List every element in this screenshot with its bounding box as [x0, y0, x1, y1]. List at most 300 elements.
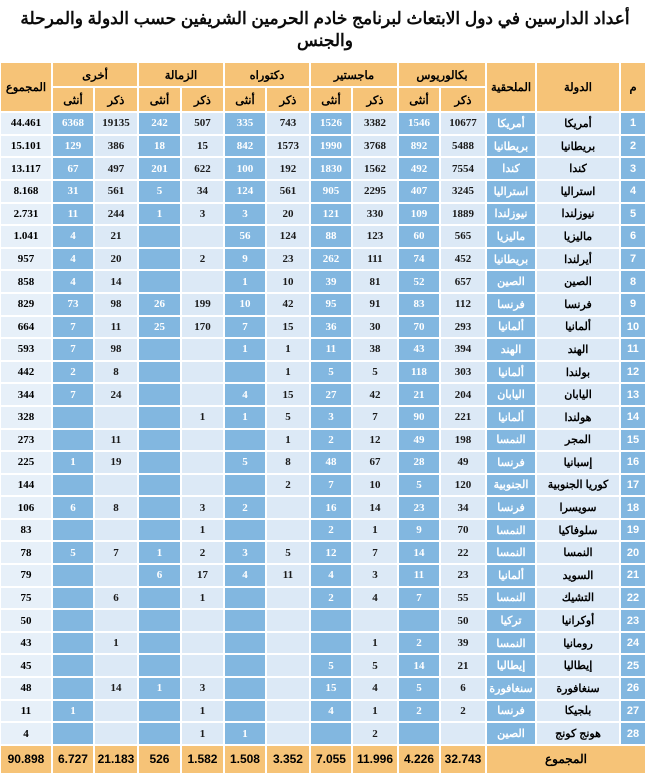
- cell-bachelor-male: 657: [440, 270, 486, 293]
- table-row: [0, 632, 646, 655]
- cell-master-male: 330: [352, 203, 398, 226]
- cell-other-male: 8: [94, 496, 138, 519]
- cell-master-female: 12: [310, 541, 352, 564]
- cell-doctorate-male: 124: [266, 225, 310, 248]
- cell-fellowship-male: [181, 429, 224, 452]
- cell-bachelor-male: 452: [440, 248, 486, 271]
- cell-master-male: 5: [352, 654, 398, 677]
- row-number: 1: [620, 112, 646, 135]
- country-cell: أمريكا: [536, 112, 620, 135]
- cell-fellowship-female: [138, 496, 181, 519]
- cell-other-female: [52, 587, 94, 610]
- country-cell: كوريا الجنوبية: [536, 474, 620, 497]
- col-header-fellowship-female: أنثى: [138, 87, 181, 112]
- cell-other-male: [94, 700, 138, 723]
- cell-doctorate-male: 15: [266, 383, 310, 406]
- row-number: 14: [620, 406, 646, 429]
- col-header-other: أخرى: [52, 62, 138, 87]
- cell-doctorate-male: 5: [266, 406, 310, 429]
- cell-bachelor-male: 2: [440, 700, 486, 723]
- country-cell: سويسرا: [536, 496, 620, 519]
- table-row: [0, 429, 646, 452]
- row-number: 20: [620, 541, 646, 564]
- cell-master-male: 2295: [352, 180, 398, 203]
- country-cell: هولندا: [536, 406, 620, 429]
- cell-doctorate-male: [266, 722, 310, 745]
- cell-master-male: 5: [352, 361, 398, 384]
- row-total-cell: 44.461: [0, 112, 52, 135]
- cell-fellowship-male: 3: [181, 496, 224, 519]
- cell-other-male: 20: [94, 248, 138, 271]
- cell-bachelor-male: 6: [440, 677, 486, 700]
- cell-doctorate-male: 23: [266, 248, 310, 271]
- cell-bachelor-male: 34: [440, 496, 486, 519]
- cell-fellowship-male: 2: [181, 541, 224, 564]
- cell-doctorate-female: 3: [224, 203, 266, 226]
- cell-master-female: 95: [310, 293, 352, 316]
- cell-bachelor-male: 10677: [440, 112, 486, 135]
- cell-fellowship-female: 18: [138, 135, 181, 158]
- cell-doctorate-male: 11: [266, 564, 310, 587]
- cell-bachelor-male: 1889: [440, 203, 486, 226]
- attache-cell: النمسا: [486, 541, 536, 564]
- country-cell: التشيك: [536, 587, 620, 610]
- cell-fellowship-female: 5: [138, 180, 181, 203]
- country-cell: إسبانيا: [536, 451, 620, 474]
- cell-master-female: 262: [310, 248, 352, 271]
- cell-other-male: 244: [94, 203, 138, 226]
- cell-bachelor-male: 221: [440, 406, 486, 429]
- cell-bachelor-male: 394: [440, 338, 486, 361]
- attache-cell: بريطانيا: [486, 135, 536, 158]
- cell-master-female: 3: [310, 406, 352, 429]
- cell-doctorate-female: 335: [224, 112, 266, 135]
- col-header-total: المجموع: [0, 62, 52, 112]
- cell-fellowship-female: [138, 587, 181, 610]
- cell-fellowship-female: [138, 361, 181, 384]
- total-doctorate-male: 3.352: [266, 745, 310, 774]
- cell-other-female: 67: [52, 157, 94, 180]
- row-number: 4: [620, 180, 646, 203]
- cell-other-female: 7: [52, 383, 94, 406]
- col-header-doctorate-male: ذكر: [266, 87, 310, 112]
- col-header-bachelor-female: أنثى: [398, 87, 440, 112]
- cell-doctorate-female: [224, 587, 266, 610]
- row-total-cell: 45: [0, 654, 52, 677]
- table-row: [0, 406, 646, 429]
- table-row: [0, 722, 646, 745]
- attache-cell: فرنسا: [486, 293, 536, 316]
- cell-master-female: 2: [310, 519, 352, 542]
- cell-fellowship-male: [181, 451, 224, 474]
- cell-master-female: 4: [310, 564, 352, 587]
- table-row: [0, 519, 646, 542]
- cell-doctorate-female: 4: [224, 383, 266, 406]
- row-number: 21: [620, 564, 646, 587]
- cell-fellowship-female: 1: [138, 203, 181, 226]
- table-row: [0, 180, 646, 203]
- cell-master-female: 5: [310, 361, 352, 384]
- attache-cell: اليابان: [486, 383, 536, 406]
- cell-fellowship-female: 26: [138, 293, 181, 316]
- cell-other-female: 4: [52, 248, 94, 271]
- row-total-cell: 144: [0, 474, 52, 497]
- cell-bachelor-female: 9: [398, 519, 440, 542]
- country-cell: الهند: [536, 338, 620, 361]
- col-header-country: الدولة: [536, 62, 620, 112]
- cell-other-female: 4: [52, 270, 94, 293]
- cell-bachelor-female: 5: [398, 677, 440, 700]
- table-row: [0, 587, 646, 610]
- table-row: [0, 609, 646, 632]
- cell-other-male: 6: [94, 587, 138, 610]
- row-number: 12: [620, 361, 646, 384]
- total-fellowship-male: 1.582: [181, 745, 224, 774]
- country-cell: أوكرانيا: [536, 609, 620, 632]
- cell-bachelor-male: 565: [440, 225, 486, 248]
- cell-master-male: 2: [352, 722, 398, 745]
- attache-cell: أمريكا: [486, 112, 536, 135]
- row-total-cell: 957: [0, 248, 52, 271]
- cell-master-female: 15: [310, 677, 352, 700]
- cell-doctorate-male: 192: [266, 157, 310, 180]
- attache-cell: استراليا: [486, 180, 536, 203]
- table-row: [0, 677, 646, 700]
- row-number: 6: [620, 225, 646, 248]
- cell-master-male: [352, 609, 398, 632]
- cell-bachelor-female: 2: [398, 632, 440, 655]
- cell-fellowship-female: [138, 700, 181, 723]
- attache-cell: ماليزيا: [486, 225, 536, 248]
- cell-master-female: 39: [310, 270, 352, 293]
- row-number: 9: [620, 293, 646, 316]
- cell-bachelor-male: [440, 722, 486, 745]
- cell-bachelor-female: [398, 609, 440, 632]
- country-cell: هونج كونج: [536, 722, 620, 745]
- cell-master-male: 3382: [352, 112, 398, 135]
- country-cell: أيرلندا: [536, 248, 620, 271]
- country-cell: الصين: [536, 270, 620, 293]
- country-cell: بلجيكا: [536, 700, 620, 723]
- col-header-other-male: ذكر: [94, 87, 138, 112]
- cell-fellowship-female: [138, 632, 181, 655]
- cell-doctorate-male: 20: [266, 203, 310, 226]
- cell-bachelor-female: 74: [398, 248, 440, 271]
- cell-bachelor-female: 109: [398, 203, 440, 226]
- row-number: 24: [620, 632, 646, 655]
- row-total-cell: 829: [0, 293, 52, 316]
- cell-doctorate-male: [266, 496, 310, 519]
- cell-master-male: 12: [352, 429, 398, 452]
- cell-master-male: 14: [352, 496, 398, 519]
- cell-doctorate-female: [224, 361, 266, 384]
- row-total-cell: 106: [0, 496, 52, 519]
- attache-cell: كندا: [486, 157, 536, 180]
- country-cell: استراليا: [536, 180, 620, 203]
- row-number: 3: [620, 157, 646, 180]
- table-row: [0, 225, 646, 248]
- country-cell: النمسا: [536, 541, 620, 564]
- cell-master-female: [310, 632, 352, 655]
- cell-doctorate-female: 2: [224, 496, 266, 519]
- cell-fellowship-male: 34: [181, 180, 224, 203]
- cell-master-female: 2: [310, 587, 352, 610]
- table-row: [0, 541, 646, 564]
- attache-cell: تركيا: [486, 609, 536, 632]
- cell-doctorate-female: 56: [224, 225, 266, 248]
- attache-cell: الجنوبية: [486, 474, 536, 497]
- cell-doctorate-male: 1: [266, 361, 310, 384]
- country-cell: المجر: [536, 429, 620, 452]
- cell-fellowship-female: 6: [138, 564, 181, 587]
- country-cell: كندا: [536, 157, 620, 180]
- cell-doctorate-female: [224, 474, 266, 497]
- cell-doctorate-male: 42: [266, 293, 310, 316]
- cell-bachelor-male: 7554: [440, 157, 486, 180]
- cell-fellowship-male: 1: [181, 700, 224, 723]
- cell-master-female: 905: [310, 180, 352, 203]
- col-header-doctorate-female: أنثى: [224, 87, 266, 112]
- cell-doctorate-male: 743: [266, 112, 310, 135]
- cell-bachelor-female: 14: [398, 541, 440, 564]
- country-cell: نيوزلندا: [536, 203, 620, 226]
- cell-bachelor-female: 23: [398, 496, 440, 519]
- cell-doctorate-female: 4: [224, 564, 266, 587]
- cell-bachelor-female: 7: [398, 587, 440, 610]
- cell-master-male: 30: [352, 316, 398, 339]
- cell-doctorate-male: 10: [266, 270, 310, 293]
- row-total-cell: 858: [0, 270, 52, 293]
- cell-fellowship-male: [181, 609, 224, 632]
- cell-other-female: 7: [52, 316, 94, 339]
- table-row: [0, 248, 646, 271]
- cell-master-female: [310, 609, 352, 632]
- cell-bachelor-male: 21: [440, 654, 486, 677]
- cell-master-female: 27: [310, 383, 352, 406]
- cell-fellowship-female: [138, 722, 181, 745]
- cell-doctorate-male: [266, 519, 310, 542]
- cell-doctorate-male: [266, 609, 310, 632]
- row-total-cell: 593: [0, 338, 52, 361]
- cell-fellowship-male: [181, 383, 224, 406]
- cell-master-female: 88: [310, 225, 352, 248]
- cell-master-female: 1526: [310, 112, 352, 135]
- cell-master-male: 1: [352, 632, 398, 655]
- cell-fellowship-male: 2: [181, 248, 224, 271]
- cell-doctorate-male: [266, 654, 310, 677]
- cell-fellowship-female: [138, 406, 181, 429]
- col-header-fellowship: الزمالة: [138, 62, 224, 87]
- cell-fellowship-male: 3: [181, 677, 224, 700]
- row-total-cell: 50: [0, 609, 52, 632]
- page-title: أعداد الدارسين في دول الابتعاث لبرنامج خادم الحرمين الشريفين حسب الدولة والمرحلة والجنس: [20, 9, 630, 51]
- total-bachelor-female: 4.226: [398, 745, 440, 774]
- cell-other-male: 14: [94, 270, 138, 293]
- cell-fellowship-male: 199: [181, 293, 224, 316]
- country-cell: رومانيا: [536, 632, 620, 655]
- row-number: 8: [620, 270, 646, 293]
- cell-other-male: [94, 654, 138, 677]
- cell-master-male: 1: [352, 519, 398, 542]
- row-number: 28: [620, 722, 646, 745]
- cell-fellowship-female: [138, 338, 181, 361]
- cell-other-male: 497: [94, 157, 138, 180]
- cell-doctorate-female: 10: [224, 293, 266, 316]
- cell-doctorate-female: 5: [224, 451, 266, 474]
- cell-bachelor-female: 892: [398, 135, 440, 158]
- cell-master-male: 81: [352, 270, 398, 293]
- row-total-cell: 344: [0, 383, 52, 406]
- attache-cell: الصين: [486, 270, 536, 293]
- cell-bachelor-female: 21: [398, 383, 440, 406]
- col-header-bachelor: بكالوريوس: [398, 62, 486, 87]
- cell-master-female: 4: [310, 700, 352, 723]
- cell-fellowship-male: 507: [181, 112, 224, 135]
- cell-other-male: 8: [94, 361, 138, 384]
- row-number: 27: [620, 700, 646, 723]
- grand-total: 90.898: [0, 745, 52, 774]
- row-number: 23: [620, 609, 646, 632]
- table-row: [0, 203, 646, 226]
- cell-bachelor-female: [398, 722, 440, 745]
- cell-master-female: 11: [310, 338, 352, 361]
- country-cell: سلوفاكيا: [536, 519, 620, 542]
- cell-bachelor-male: 70: [440, 519, 486, 542]
- cell-master-male: 67: [352, 451, 398, 474]
- cell-doctorate-female: 1: [224, 722, 266, 745]
- cell-other-female: [52, 722, 94, 745]
- total-other-female: 6.727: [52, 745, 94, 774]
- cell-bachelor-male: 23: [440, 564, 486, 587]
- cell-fellowship-female: [138, 248, 181, 271]
- cell-doctorate-female: 9: [224, 248, 266, 271]
- attache-cell: فرنسا: [486, 700, 536, 723]
- cell-fellowship-male: 1: [181, 519, 224, 542]
- col-header-doctorate: دكتوراه: [224, 62, 310, 87]
- cell-bachelor-female: 28: [398, 451, 440, 474]
- row-total-cell: 273: [0, 429, 52, 452]
- table-row: [0, 112, 646, 135]
- row-number: 26: [620, 677, 646, 700]
- country-cell: ماليزيا: [536, 225, 620, 248]
- row-total-cell: 43: [0, 632, 52, 655]
- cell-other-male: 7: [94, 541, 138, 564]
- cell-other-male: 98: [94, 293, 138, 316]
- cell-fellowship-female: [138, 474, 181, 497]
- row-total-cell: 75: [0, 587, 52, 610]
- cell-master-male: 4: [352, 587, 398, 610]
- table-row: [0, 293, 646, 316]
- cell-fellowship-male: 1: [181, 406, 224, 429]
- cell-master-female: 1830: [310, 157, 352, 180]
- cell-bachelor-female: 14: [398, 654, 440, 677]
- row-total-cell: 2.731: [0, 203, 52, 226]
- table-row: [0, 564, 646, 587]
- cell-bachelor-male: 303: [440, 361, 486, 384]
- cell-other-female: [52, 406, 94, 429]
- cell-master-male: 4: [352, 677, 398, 700]
- cell-bachelor-female: 1546: [398, 112, 440, 135]
- row-number: 19: [620, 519, 646, 542]
- cell-fellowship-female: [138, 654, 181, 677]
- cell-master-female: 2: [310, 429, 352, 452]
- total-master-female: 7.055: [310, 745, 352, 774]
- row-number: 18: [620, 496, 646, 519]
- country-cell: إيطاليا: [536, 654, 620, 677]
- table-row: [0, 361, 646, 384]
- row-total-cell: 79: [0, 564, 52, 587]
- cell-fellowship-male: 1: [181, 587, 224, 610]
- attache-cell: فرنسا: [486, 451, 536, 474]
- country-cell: السويد: [536, 564, 620, 587]
- cell-other-female: [52, 609, 94, 632]
- cell-other-male: [94, 406, 138, 429]
- row-total-cell: 328: [0, 406, 52, 429]
- cell-other-female: [52, 677, 94, 700]
- cell-doctorate-male: [266, 632, 310, 655]
- cell-master-male: 1562: [352, 157, 398, 180]
- cell-fellowship-female: 242: [138, 112, 181, 135]
- cell-other-female: [52, 429, 94, 452]
- table-body: [0, 112, 646, 745]
- cell-fellowship-female: 201: [138, 157, 181, 180]
- cell-doctorate-male: 8: [266, 451, 310, 474]
- cell-bachelor-female: 83: [398, 293, 440, 316]
- cell-fellowship-male: [181, 654, 224, 677]
- cell-other-female: [52, 564, 94, 587]
- cell-other-female: 1: [52, 700, 94, 723]
- cell-doctorate-female: [224, 677, 266, 700]
- row-total-cell: 83: [0, 519, 52, 542]
- row-number: 17: [620, 474, 646, 497]
- cell-doctorate-female: [224, 700, 266, 723]
- cell-master-female: 5: [310, 654, 352, 677]
- cell-fellowship-female: 1: [138, 541, 181, 564]
- cell-bachelor-male: 55: [440, 587, 486, 610]
- attache-cell: النمسا: [486, 632, 536, 655]
- cell-other-male: 561: [94, 180, 138, 203]
- cell-doctorate-male: 5: [266, 541, 310, 564]
- row-number: 5: [620, 203, 646, 226]
- cell-other-female: 129: [52, 135, 94, 158]
- row-total-cell: 664: [0, 316, 52, 339]
- cell-fellowship-female: [138, 609, 181, 632]
- col-header-master-female: أنثى: [310, 87, 352, 112]
- row-number: 2: [620, 135, 646, 158]
- table-row: [0, 451, 646, 474]
- students-table: [0, 61, 647, 775]
- cell-other-female: 7: [52, 338, 94, 361]
- cell-doctorate-male: 561: [266, 180, 310, 203]
- country-cell: فرنسا: [536, 293, 620, 316]
- total-other-male: 21.183: [94, 745, 138, 774]
- attache-cell: النمسا: [486, 429, 536, 452]
- cell-bachelor-male: 22: [440, 541, 486, 564]
- row-total-cell: 15.101: [0, 135, 52, 158]
- row-number: 16: [620, 451, 646, 474]
- attache-cell: ألمانيا: [486, 316, 536, 339]
- cell-bachelor-male: 50: [440, 609, 486, 632]
- cell-master-male: 1: [352, 700, 398, 723]
- cell-other-female: [52, 519, 94, 542]
- cell-doctorate-female: [224, 609, 266, 632]
- attache-cell: الصين: [486, 722, 536, 745]
- cell-other-male: 19135: [94, 112, 138, 135]
- cell-other-male: [94, 474, 138, 497]
- cell-doctorate-male: 15: [266, 316, 310, 339]
- cell-fellowship-male: 170: [181, 316, 224, 339]
- cell-doctorate-female: 1: [224, 406, 266, 429]
